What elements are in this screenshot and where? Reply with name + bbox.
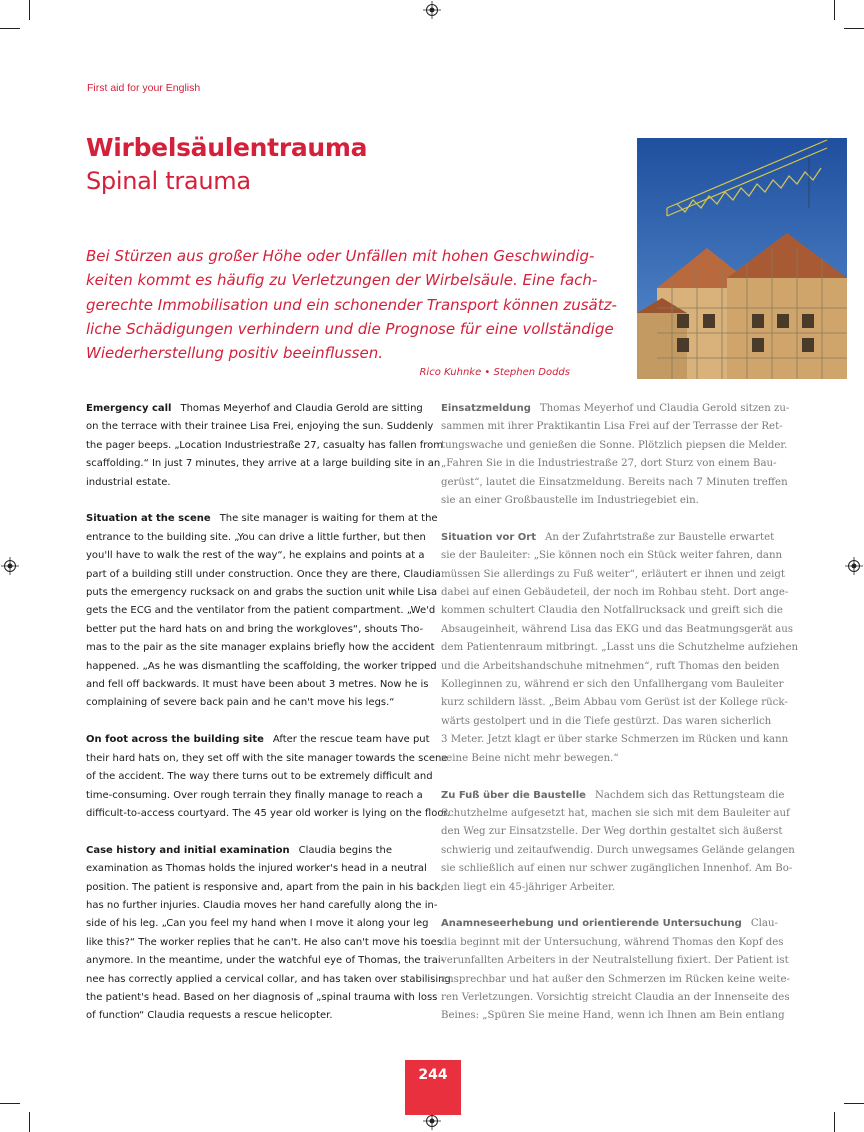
lead-line: liche Schädigungen verhindern und die Prognose für eine vollständige: [86, 319, 614, 338]
text-line: anymore. In the meantime, under the watchful eye of Thomas, the trai-: [86, 955, 445, 967]
author-byline: Rico Kuhnke • Stephen Dodds: [419, 367, 570, 378]
series-label: First aid for your English: [87, 82, 201, 94]
crop-mark: [834, 0, 835, 20]
section-situation-vor-ort: [441, 529, 799, 768]
english-column: [86, 400, 451, 1044]
text-line: entrance to the building site. „You can drive a little further, but then: [86, 531, 426, 543]
text-line: scaffolding.“ In just 7 minutes, they arrive at a large building site in an: [86, 458, 441, 470]
page-number: 244: [405, 1060, 461, 1115]
text-line: den Weg zur Einsatzstelle. Der Weg dorthin gestaltet sich äußerst: [441, 826, 783, 838]
section-heading: Anamneseerhebung und orientierende Untersuchung: [441, 918, 742, 930]
text-line: complaining of severe back pain and he can't move his legs.“: [86, 697, 395, 709]
text-line: their hard hats on, they set off with the site manager towards the scene: [86, 752, 448, 764]
text-line: Thomas Meyerhof and Claudia Gerold are sitting: [180, 403, 423, 414]
text-line: you'll have to walk the rest of the way“, he explains and points at a: [86, 550, 425, 562]
section-heading: Case history and initial examination: [86, 844, 290, 856]
section-heading: Emergency call: [86, 403, 172, 414]
text-line: und die Arbeitshandschuhe mitnehmen“, ruft Thomas den beiden: [441, 660, 780, 672]
text-line: Thomas Meyerhof und Claudia Gerold sitzen zu-: [539, 403, 790, 414]
text-line: „Fahren Sie in die Industriestraße 27, dort Sturz von einem Bau-: [441, 458, 777, 470]
page-subtitle: Spinal trauma: [86, 167, 251, 195]
text-line: on the terrace with their trainee Lisa Frei, enjoying the sun. Suddenly: [86, 421, 434, 433]
text-line: Schutzhelme aufgesetzt hat, machen sie sich mit dem Bauleiter auf: [441, 807, 790, 819]
text-line: gerüst“, lautet die Einsatzmeldung. Bereits nach 7 Minuten treffen: [441, 476, 788, 488]
text-line: 3 Meter. Jetzt klagt er über starke Schmerzen im Rücken und kann: [441, 734, 789, 746]
text-line: seine Beine nicht mehr bewegen.“: [441, 752, 619, 764]
lead-paragraph: [86, 244, 617, 365]
registration-mark-icon: [423, 1, 441, 19]
section-emergency-call: [86, 400, 444, 492]
text-line: tungswache und genießen die Sonne. Plötzlich piepsen die Melder.: [441, 439, 788, 451]
text-line: and fell off backwards. It must have been about 3 metres. Now he is: [86, 679, 429, 691]
lead-line: Bei Stürzen aus großer Höhe oder Unfällen mit hohen Geschwindig-: [86, 247, 595, 265]
page-title: Wirbelsäulentrauma: [86, 133, 368, 162]
text-line: mas to the pair as the site manager explains briefly how the accident: [86, 642, 435, 654]
text-line: sie schließlich auf einen nur schwer zugänglichen Innenhof. Am Bo-: [441, 863, 793, 875]
crop-mark: [834, 1112, 835, 1132]
text-line: sammen mit ihrer Praktikantin Lisa Frei auf der Terrasse der Ret-: [441, 421, 783, 433]
section-einsatzmeldung: [441, 400, 790, 510]
crop-mark: [844, 1103, 864, 1104]
text-line: industrial estate.: [86, 476, 171, 488]
crop-mark: [0, 28, 20, 29]
text-line: wärts gestolpert und in die Tiefe gestürzt. Das waren sicherlich: [441, 715, 772, 727]
text-line: Nachdem sich das Rettungsteam die: [594, 789, 785, 801]
crop-mark: [0, 1103, 20, 1104]
text-line: side of his leg. „Can you feel my hand when I move it along your leg: [86, 918, 429, 930]
section-heading: Einsatzmeldung: [441, 403, 531, 414]
text-line: difficult-to-access courtyard. The 45 year old worker is lying on the floor.: [86, 807, 450, 819]
crop-mark: [844, 28, 864, 29]
section-anamnese: [441, 915, 790, 1025]
text-line: verunfallten Arbeiters in der Neutralstellung fixiert. Der Patient ist: [441, 955, 789, 967]
text-line: Beines: „Spüren Sie meine Hand, wenn ich Ihnen am Bein entlang: [441, 1010, 785, 1022]
text-line: kommen schultert Claudia den Notfallrucksack und greift sich die: [441, 605, 783, 617]
text-line: examination as Thomas holds the injured worker's head in a neutral: [86, 863, 427, 875]
text-line: better put the hard hats on and bring the workgloves“, shouts Tho-: [86, 623, 424, 635]
text-line: dabei auf einen Gebäudeteil, der noch im Rohbau steht. Dort ange-: [441, 587, 789, 599]
text-line: of function“ Claudia requests a rescue helicopter.: [86, 1010, 333, 1022]
text-line: Absaugeinheit, während Lisa das EKG und das Beatmungsgerät aus: [441, 623, 794, 635]
text-line: the pager beeps. „Location Industriestraße 27, casualty has fallen from: [86, 439, 444, 451]
text-line: gets the ECG and the ventilator from the patient compartment. „We'd: [86, 605, 436, 617]
section-zu-fuss: [441, 787, 795, 897]
crop-mark: [29, 0, 30, 20]
text-line: has no further injuries. Claudia moves her hand carefully along the in-: [86, 899, 438, 911]
text-line: Kolleginnen zu, während er sich den Unfallhergang vom Bauleiter: [441, 679, 784, 691]
lead-line: gerechte Immobilisation und ein schonender Transport können zusätz-: [86, 295, 617, 314]
text-line: like this?“ The worker replies that he can't. He also can't move his toes: [86, 936, 443, 948]
text-line: time-consuming. Over rough terrain they finally manage to reach a: [86, 789, 423, 801]
text-line: sie an einer Großbaustelle im Industriegebiet ein.: [441, 495, 699, 507]
text-line: part of a building still under construction. Once they are there, Claudia: [86, 568, 441, 580]
text-line: dia beginnt mit der Untersuchung, während Thomas den Kopf des: [441, 936, 784, 948]
text-line: Claudia begins the: [298, 844, 393, 856]
text-line: ren Verletzungen. Vorsichtig streicht Claudia an der Innenseite des: [441, 991, 790, 1003]
german-column: [441, 400, 799, 1044]
registration-mark-icon: [1, 557, 19, 575]
section-heading: Situation at the scene: [86, 513, 211, 525]
section-heading: Situation vor Ort: [441, 531, 536, 543]
text-line: dem Patientenraum mitbringt. „Lasst uns die Schutzhelme aufziehen: [441, 642, 799, 654]
section-case-history: [86, 842, 451, 1026]
text-line: schwierig und zeitaufwendig. Durch unwegsames Gelände gelangen: [441, 844, 795, 856]
text-line: müssen Sie allerdings zu Fuß weiter“, erläutert er ihnen und zeigt: [441, 568, 785, 580]
crop-mark: [29, 1112, 30, 1132]
text-line: den liegt ein 45-jähriger Arbeiter.: [441, 881, 615, 893]
text-line: nee has correctly applied a cervical collar, and has taken over stabilising: [86, 973, 451, 985]
text-line: happened. „As he was dismantling the scaffolding, the worker tripped: [86, 660, 437, 672]
text-line: position. The patient is responsive and, apart from the pain in his back,: [86, 881, 444, 893]
lead-line: keiten kommt es häufig zu Verletzungen der Wirbelsäule. Eine fach-: [86, 271, 598, 290]
section-on-foot: [86, 731, 450, 823]
text-line: kurz schildern lässt. „Beim Abbau vom Gerüst ist der Kollege rück-: [441, 697, 788, 709]
section-heading: Zu Fuß über die Baustelle: [441, 789, 586, 801]
text-line: puts the emergency rucksack on and grabs the suction unit while Lisa: [86, 587, 438, 599]
section-situation-at-scene: [86, 510, 441, 712]
registration-mark-icon: [845, 557, 863, 575]
text-line: sie der Bauleiter: „Sie können noch ein Stück weiter fahren, dann: [441, 550, 783, 562]
construction-site-photo: [637, 138, 847, 379]
lead-line: Wiederherstellung positiv beeinflussen.: [86, 344, 383, 363]
text-line: the patient's head. Based on her diagnosis of „spinal trauma with loss: [86, 991, 438, 1003]
text-line: After the rescue team have put: [272, 734, 430, 746]
section-heading: On foot across the building site: [86, 734, 264, 746]
text-line: ansprechbar und hat außer den Schmerzen im Rücken keine weite-: [441, 973, 790, 985]
text-line: An der Zufahrtstraße zur Baustelle erwartet: [544, 531, 775, 543]
text-line: Clau-: [750, 918, 778, 930]
text-line: The site manager is waiting for them at the: [219, 513, 438, 525]
text-line: of the accident. The way there turns out to be extremely difficult and: [86, 771, 433, 783]
